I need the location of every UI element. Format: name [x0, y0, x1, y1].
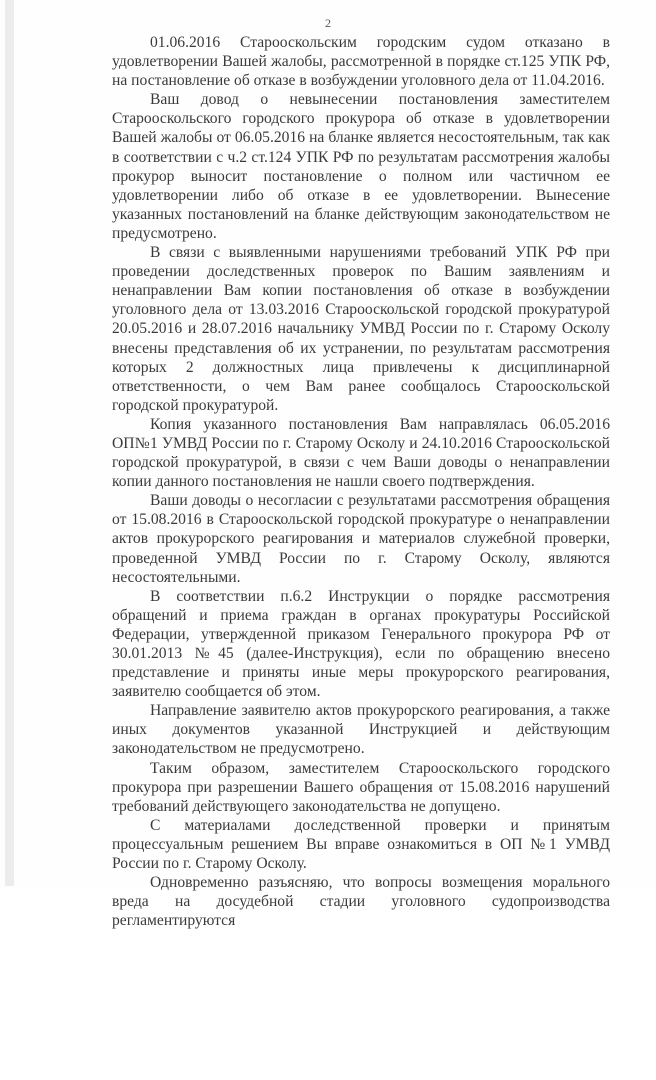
paragraph-copy-sent: Копия указанного постановления Вам направлялась 06.05.2016 ОП№1 УМВД России по г. Старому Осколу и 24.10.2016 Старооскольской городской прокуратурой, в связи с чем Ваши доводы о ненаправлении копии данного постановления не нашли своего подтверждения.	[112, 415, 610, 491]
paragraph-materials-access: С материалами доследственной проверки и принятым процессуальным решением Вы вправе ознакомиться в ОП №1 УМВД России по г. Старому Осколу.	[112, 816, 610, 873]
letter-body	[112, 33, 610, 930]
scan-edge-shadow	[5, 0, 14, 886]
paragraph-acts-direction: Направление заявителю актов прокурорского реагирования, а также иных документов указанной Инструкцией и действующим законодательством не предусмотрено.	[112, 702, 610, 758]
paragraph-conclusion: Таким образом, заместителем Старооскольского городского прокурора при разрешении Вашего обращения от 15.08.2016 нарушений требований действующего законодательства не допущено.	[112, 759, 610, 815]
paragraph-violations: В связи с выявленными нарушениями требований УПК РФ при проведении доследственных проверок по Вашим заявлениям и ненаправлении Вам копии постановления об отказе в возбуждении уголовного дела от 13.03.2016 Старооскольской городской прокуратурой 20.05.2016 и 28.07.2016 начальнику УМВД России по г. Старому Осколу внесены представления об их устранении, по результатам рассмотрения которых 2 должностных лица привлечены к дисциплинарной ответственности, о чем Вам ранее сообщалось Старооскольской городской прокуратурой.	[112, 244, 610, 414]
paragraph-moral-damage: Одновременно разъясняю, что вопросы возмещения морального вреда на досудебной стадии уголовного судопроизводства регламентируются	[112, 874, 610, 930]
paragraph-blank-argument: Ваш довод о невынесении постановления заместителем Старооскольского городского прокурора об отказе в удовлетворении Вашей жалобы от 06.05.2016 на бланке является несостоятельным, так как в соответствии с ч.2 ст.124 УПК РФ по результатам рассмотрения жалобы прокурор выносит постановление о полном или частичном ее удовлетворении либо об отказе в ее удовлетворении. Вынесение указанных постановлений на бланке действующим законодательством не предусмотрено.	[112, 91, 610, 242]
paragraph-disagreement: Ваши доводы о несогласии с результатами рассмотрения обращения от 15.08.2016 в Старооскольской городской прокуратуре о ненаправлении актов прокурорского реагирования и материалов служебной проверки, проведенной УМВД России по г. Старому Осколу, являются несостоятельными.	[112, 492, 610, 586]
page-number: 2	[325, 16, 331, 30]
paragraph-instruction: В соответствии п.6.2 Инструкции о порядке рассмотрения обращений и приема граждан в органах прокуратуры Российской Федерации, утвержденной приказом Генерального прокурора РФ от 30.01.2013 №45 (далее-Инструкция), если по обращению внесено представление и приняты иные меры прокурорского реагирования, заявителю сообщается об этом.	[112, 587, 610, 701]
paragraph-court-refusal: 01.06.2016 Старооскольским городским судом отказано в удовлетворении Вашей жалобы, рассмотренной в порядке ст.125 УПК РФ, на постановление об отказе в возбуждении уголовного дела от 11.04.2016.	[112, 34, 610, 90]
